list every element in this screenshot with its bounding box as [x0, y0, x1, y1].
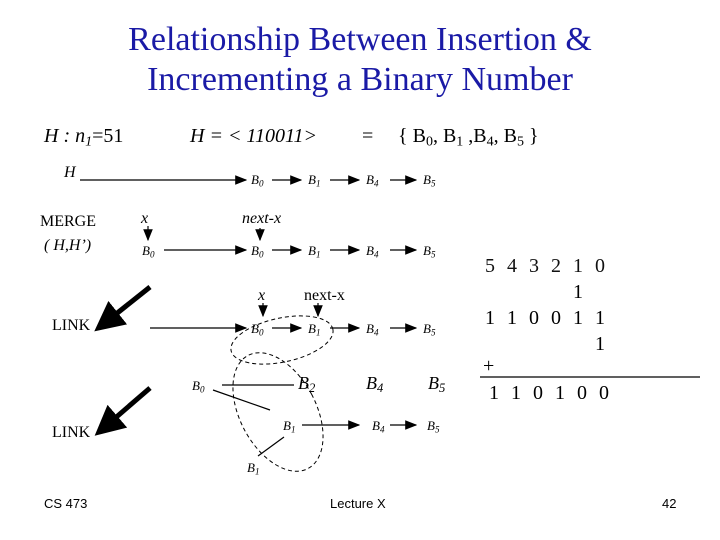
- tree-r2-b4: $B_4$: [366, 243, 379, 260]
- set-open: { B: [398, 125, 426, 147]
- position-digit: 4: [507, 255, 517, 277]
- operand1-digit: 0: [529, 307, 539, 329]
- child-line-r4: [213, 390, 270, 410]
- link-label-1: LINK: [52, 317, 91, 334]
- addition-operand-1-row: [479, 307, 611, 330]
- tree-r6-b1: $B_1$: [247, 460, 260, 477]
- set-b1: 1: [456, 134, 464, 150]
- heap-size-text: H : n: [44, 125, 86, 147]
- tree-r5-b1: $B_1$: [283, 418, 296, 435]
- set-sep1: , B: [432, 125, 457, 147]
- tree-r1-b0: $B_0$: [251, 172, 264, 189]
- footer-course: CS 473: [44, 496, 88, 511]
- merge-args-label: ( H,H’): [44, 237, 92, 254]
- position-digit: 0: [595, 255, 605, 277]
- title-line-2: Incrementing a Binary Number: [147, 61, 573, 98]
- equals-sign: =: [362, 125, 374, 147]
- tree-r5-b4: $B_4$: [372, 418, 385, 435]
- operand1-digit: 0: [551, 307, 561, 329]
- operand1-digit: 1: [573, 307, 583, 329]
- title-line-1: Relationship Between Insertion &: [128, 21, 592, 58]
- tree-r1-b1: $B_1$: [308, 172, 321, 189]
- link-label-2: LINK: [52, 424, 91, 441]
- footer-page-number: 42: [662, 496, 677, 511]
- addition-operand-2-row: [479, 333, 611, 356]
- set-b4: 4: [486, 134, 494, 150]
- x-pointer-label-mid: x: [258, 287, 266, 304]
- tree-r1-b4: $B_4$: [366, 172, 379, 189]
- operand1-digit: 1: [485, 307, 495, 329]
- position-digit: 1: [573, 255, 583, 277]
- tree-r2-b5: $B_5$: [423, 243, 436, 260]
- next-x-pointer-label-mid: next-x: [304, 287, 345, 304]
- heap-size-value: =51: [92, 125, 124, 147]
- heap-size-sub: 1: [85, 134, 93, 150]
- result-digit: 1: [489, 382, 499, 404]
- x-pointer-label-top: x: [141, 210, 149, 227]
- result-digit: 0: [533, 382, 543, 404]
- tree-r4-b4: $B_4$: [366, 373, 384, 396]
- result-digit: 1: [511, 382, 521, 404]
- tree-r1-b5: $B_5$: [423, 172, 436, 189]
- link-big-arrow-1: [106, 287, 150, 322]
- link-group-ellipse-1: [227, 308, 338, 373]
- addition-result-row: [483, 382, 615, 405]
- tree-r2-left-b0: $B_0$: [142, 243, 155, 260]
- child-line-r5: [258, 437, 284, 456]
- tree-r2-b1: $B_1$: [308, 243, 321, 260]
- tree-r2-b0: $B_0$: [251, 243, 264, 260]
- position-digit: 5: [485, 255, 495, 277]
- merge-label: MERGE: [40, 213, 96, 230]
- addition-carry-row: [479, 281, 611, 304]
- tree-r5-b5: $B_5$: [427, 418, 440, 435]
- link-big-arrow-2: [106, 388, 150, 426]
- set-b5: 5: [516, 134, 524, 150]
- set-sep3: , B: [493, 125, 517, 147]
- heap-binary-text: H = < 110011>: [190, 125, 317, 147]
- set-sep2: ,B: [463, 125, 487, 147]
- tree-r4-left-b0: $B_0$: [192, 378, 205, 395]
- carry-digit: 1: [573, 281, 583, 303]
- footer-lecture: Lecture X: [330, 496, 386, 511]
- position-digit: 3: [529, 255, 539, 277]
- operand1-digit: 1: [507, 307, 517, 329]
- heap-h-label: H: [64, 164, 76, 181]
- tree-r4-b2: $B_2$: [298, 373, 316, 396]
- tree-r3-b5: $B_5$: [423, 321, 436, 338]
- result-digit: 0: [577, 382, 587, 404]
- operand1-digit: 1: [595, 307, 605, 329]
- tree-r4-b5: $B_5$: [428, 373, 446, 396]
- addition-plus-sign: +: [483, 355, 495, 377]
- position-digit: 2: [551, 255, 561, 277]
- next-x-pointer-label-top: next-x: [242, 210, 282, 227]
- tree-r3-b1: $B_1$: [308, 321, 321, 338]
- set-b0: 0: [425, 134, 433, 150]
- addition-positions-row: [479, 255, 611, 278]
- result-digit: 1: [555, 382, 565, 404]
- link-group-ellipse-2: [214, 338, 341, 487]
- operand2-digit: 1: [595, 333, 605, 355]
- set-close: }: [523, 125, 539, 147]
- tree-r3-b0: $B_0$: [251, 321, 264, 338]
- result-digit: 0: [599, 382, 609, 404]
- tree-r3-b4: $B_4$: [366, 321, 379, 338]
